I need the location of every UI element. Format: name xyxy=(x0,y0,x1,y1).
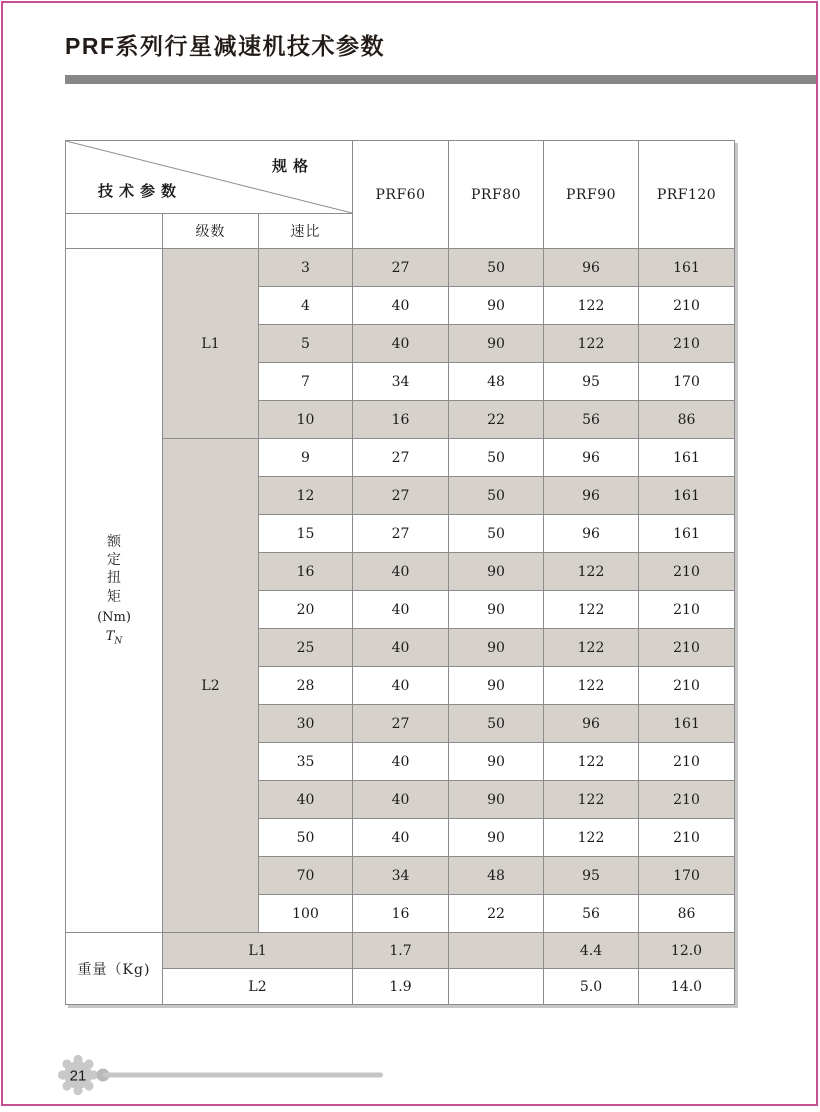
value-cell: 27 xyxy=(353,477,449,515)
table-row xyxy=(66,439,735,477)
torque-symbol: $T_N$ xyxy=(105,628,123,647)
ratio-cell: 12 xyxy=(259,477,353,515)
value-cell: 161 xyxy=(639,705,735,743)
table-row xyxy=(66,249,735,287)
value-cell: 90 xyxy=(449,287,544,325)
value-cell: 161 xyxy=(639,515,735,553)
value-cell: 161 xyxy=(639,439,735,477)
value-cell: 210 xyxy=(639,287,735,325)
column-header-prf80: PRF80 xyxy=(449,141,544,249)
value-cell: 122 xyxy=(544,553,639,591)
value-cell: 40 xyxy=(353,629,449,667)
torque-label-char: 额 xyxy=(107,534,121,551)
weight-row xyxy=(66,933,735,969)
subheader-ratio: 速比 xyxy=(259,214,353,249)
ratio-cell: 100 xyxy=(259,895,353,933)
value-cell: 34 xyxy=(353,363,449,401)
value-cell: 50 xyxy=(449,705,544,743)
value-cell: 210 xyxy=(639,591,735,629)
value-cell: 122 xyxy=(544,743,639,781)
torque-label-char: 扭 xyxy=(107,570,121,587)
ratio-cell: 70 xyxy=(259,857,353,895)
value-cell: 122 xyxy=(544,667,639,705)
value-cell: 161 xyxy=(639,477,735,515)
value-cell: 27 xyxy=(353,705,449,743)
value-cell: 90 xyxy=(449,591,544,629)
value-cell: 96 xyxy=(544,477,639,515)
ratio-cell: 30 xyxy=(259,705,353,743)
value-cell: 90 xyxy=(449,743,544,781)
page-title: PRF系列行星减速机技术参数 xyxy=(65,33,385,59)
value-cell: 48 xyxy=(449,363,544,401)
value-cell: 90 xyxy=(449,325,544,363)
value-cell: 27 xyxy=(353,515,449,553)
ratio-cell: 4 xyxy=(259,287,353,325)
spec-table-wrap xyxy=(65,140,735,1005)
value-cell: 56 xyxy=(544,401,639,439)
weight-row xyxy=(66,969,735,1005)
value-cell: 210 xyxy=(639,667,735,705)
column-header-prf120: PRF120 xyxy=(639,141,735,249)
blank-header-cell xyxy=(66,214,163,249)
value-cell: 90 xyxy=(449,629,544,667)
weight-value-cell: 14.0 xyxy=(639,969,735,1005)
page-number: 21 xyxy=(69,1067,87,1085)
diagonal-line xyxy=(66,141,352,213)
value-cell: 170 xyxy=(639,363,735,401)
ratio-cell: 20 xyxy=(259,591,353,629)
weight-value-cell: 4.4 xyxy=(544,933,639,969)
value-cell: 40 xyxy=(353,743,449,781)
value-cell: 210 xyxy=(639,553,735,591)
torque-label-char: 定 xyxy=(107,552,121,569)
value-cell: 161 xyxy=(639,249,735,287)
ratio-cell: 15 xyxy=(259,515,353,553)
value-cell: 122 xyxy=(544,819,639,857)
value-cell: 27 xyxy=(353,249,449,287)
value-cell: 40 xyxy=(353,781,449,819)
weight-stage-cell: L2 xyxy=(163,969,353,1005)
ratio-cell: 3 xyxy=(259,249,353,287)
value-cell: 86 xyxy=(639,401,735,439)
value-cell: 22 xyxy=(449,401,544,439)
diagonal-header-cell xyxy=(66,141,353,214)
ratio-cell: 28 xyxy=(259,667,353,705)
ratio-cell: 10 xyxy=(259,401,353,439)
value-cell: 34 xyxy=(353,857,449,895)
value-cell: 96 xyxy=(544,439,639,477)
value-cell: 95 xyxy=(544,363,639,401)
title-divider-rule xyxy=(65,75,816,84)
ratio-cell: 40 xyxy=(259,781,353,819)
value-cell: 90 xyxy=(449,667,544,705)
value-cell: 122 xyxy=(544,629,639,667)
value-cell: 122 xyxy=(544,287,639,325)
value-cell: 210 xyxy=(639,325,735,363)
value-cell: 16 xyxy=(353,895,449,933)
value-cell: 122 xyxy=(544,591,639,629)
value-cell: 56 xyxy=(544,895,639,933)
value-cell: 210 xyxy=(639,629,735,667)
ratio-cell: 25 xyxy=(259,629,353,667)
value-cell: 50 xyxy=(449,477,544,515)
footer-line xyxy=(103,1073,383,1078)
ratio-cell: 5 xyxy=(259,325,353,363)
value-cell: 86 xyxy=(639,895,735,933)
value-cell: 27 xyxy=(353,439,449,477)
ratio-cell: 9 xyxy=(259,439,353,477)
value-cell: 48 xyxy=(449,857,544,895)
spec-table-body xyxy=(66,249,735,1005)
subheader-stage: 级数 xyxy=(163,214,259,249)
value-cell: 16 xyxy=(353,401,449,439)
value-cell: 50 xyxy=(449,249,544,287)
value-cell: 122 xyxy=(544,325,639,363)
value-cell: 210 xyxy=(639,781,735,819)
value-cell: 40 xyxy=(353,819,449,857)
gear-page-badge xyxy=(58,1055,98,1095)
weight-value-cell: 1.9 xyxy=(353,969,449,1005)
value-cell: 210 xyxy=(639,743,735,781)
weight-label: 重量（Kg) xyxy=(66,933,163,1005)
weight-value-cell: 12.0 xyxy=(639,933,735,969)
corner-label-params: 技术参数 xyxy=(98,182,183,200)
value-cell: 40 xyxy=(353,591,449,629)
weight-value-cell xyxy=(449,933,544,969)
torque-label xyxy=(66,249,163,933)
column-header-prf90: PRF90 xyxy=(544,141,639,249)
value-cell: 96 xyxy=(544,249,639,287)
value-cell: 40 xyxy=(353,667,449,705)
value-cell: 50 xyxy=(449,439,544,477)
value-cell: 90 xyxy=(449,553,544,591)
value-cell: 22 xyxy=(449,895,544,933)
value-cell: 40 xyxy=(353,287,449,325)
weight-value-cell xyxy=(449,969,544,1005)
corner-label-spec: 规格 xyxy=(272,157,315,175)
stage-cell: L1 xyxy=(163,249,259,439)
value-cell: 96 xyxy=(544,705,639,743)
ratio-cell: 35 xyxy=(259,743,353,781)
weight-value-cell: 5.0 xyxy=(544,969,639,1005)
value-cell: 50 xyxy=(449,515,544,553)
value-cell: 95 xyxy=(544,857,639,895)
value-cell: 210 xyxy=(639,819,735,857)
weight-value-cell: 1.7 xyxy=(353,933,449,969)
ratio-cell: 16 xyxy=(259,553,353,591)
stage-cell: L2 xyxy=(163,439,259,933)
ratio-cell: 50 xyxy=(259,819,353,857)
value-cell: 170 xyxy=(639,857,735,895)
value-cell: 90 xyxy=(449,819,544,857)
weight-stage-cell: L1 xyxy=(163,933,353,969)
footer-decoration xyxy=(56,1052,456,1100)
value-cell: 40 xyxy=(353,325,449,363)
torque-unit: (Nm) xyxy=(97,609,131,625)
ratio-cell: 7 xyxy=(259,363,353,401)
value-cell: 122 xyxy=(544,781,639,819)
column-header-prf60: PRF60 xyxy=(353,141,449,249)
value-cell: 40 xyxy=(353,553,449,591)
value-cell: 90 xyxy=(449,781,544,819)
spec-table xyxy=(65,140,735,1005)
value-cell: 96 xyxy=(544,515,639,553)
torque-label-char: 矩 xyxy=(107,588,121,605)
